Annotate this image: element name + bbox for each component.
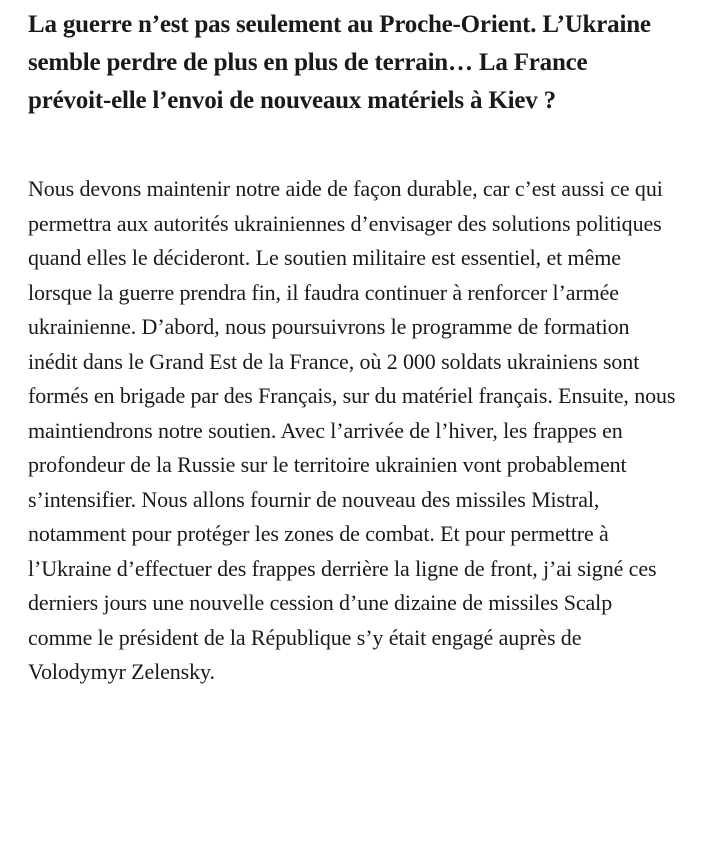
interview-answer: Nous devons maintenir notre aide de façon durable, car c’est aussi ce qui permettra aux autorités ukrainiennes d’envisager des solutions politiques quand elles le décideront. Le soutien militaire est essentiel, et même lorsque la guerre prendra fin, il faudra continuer à renforcer l’armée ukrainienne. D’abord, nous poursuivrons le programme de formation inédit dans le Grand Est de la France, où 2 000 soldats ukrainiens sont formés en brigade par des Français, sur du matériel français. Ensuite, nous maintiendrons notre soutien. Avec l’arrivée de l’hiver, les frappes en profondeur de la Russie sur le territoire ukrainien vont probablement s’intensifier. Nous allons fournir de nouveau des missiles Mistral, notamment pour protéger les zones de combat. Et pour permettre à l’Ukraine d’effectuer des frappes derrière la ligne de front, j’ai signé ces derniers jours une nouvelle cession d’une dizaine de missiles Scalp comme le président de la République s’y était engagé auprès de Volodymyr Zelensky. — [28, 176, 676, 684]
interview-question: La guerre n’est pas seulement au Proche-Orient. L’Ukraine semble perdre de plus en plus de terrain… La France prévoit-elle l’envoi de nouveaux matériels à Kiev ? — [28, 11, 651, 114]
